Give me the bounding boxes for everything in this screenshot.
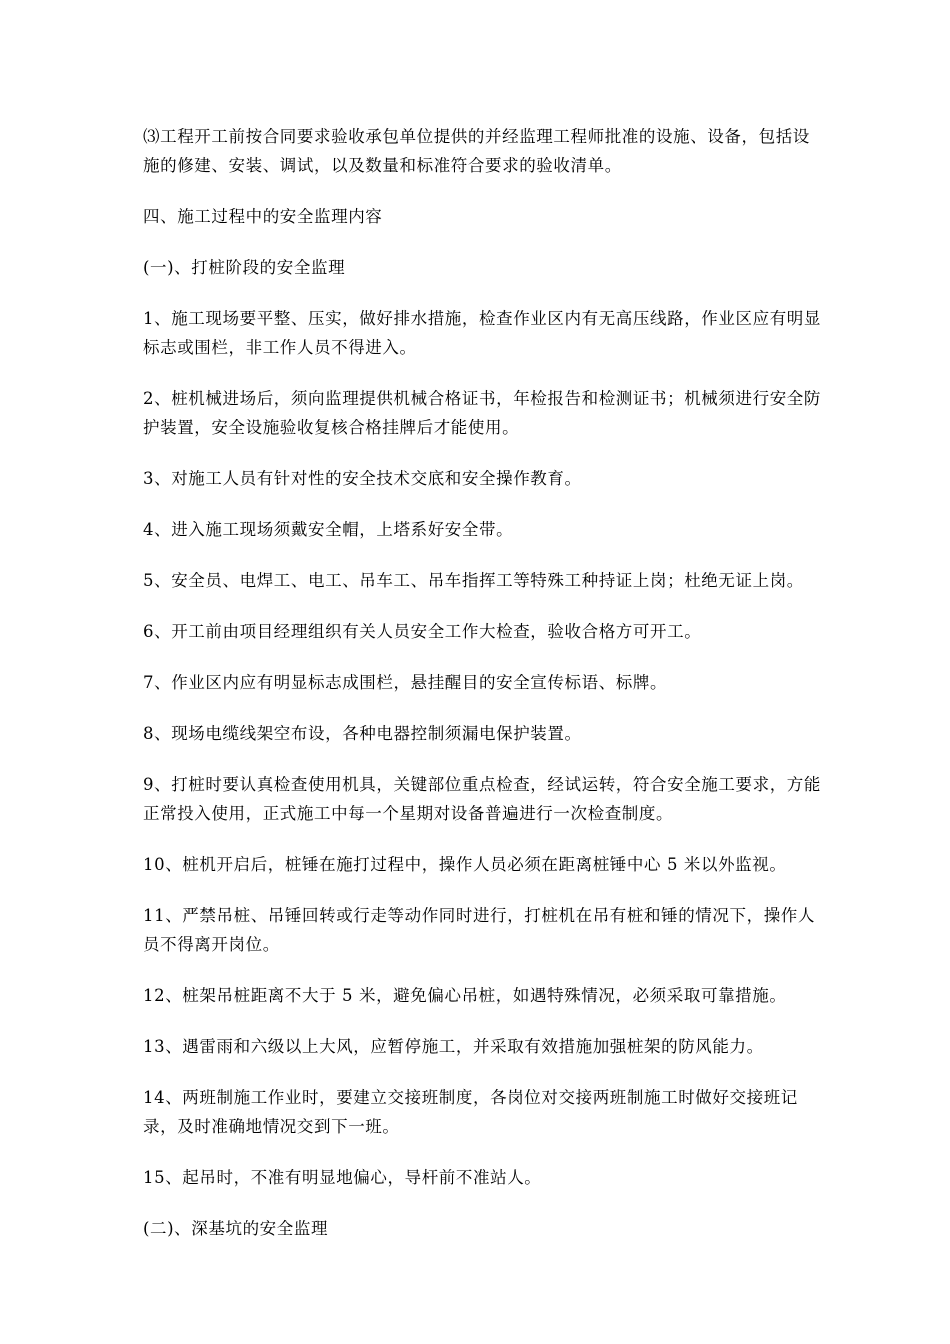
list-item-9: 9、打桩时要认真检查使用机具，关键部位重点检查，经试运转，符合安全施工要求，方能正常投入使用，正式施工中每一个星期对设备普遍进行一次检查制度。: [143, 775, 821, 823]
list-item-7: 7、作业区内应有明显标志成围栏，悬挂醒目的安全宣传标语、标牌。: [143, 673, 668, 692]
list-item-6: 6、开工前由项目经理组织有关人员安全工作大检查，验收合格方可开工。: [143, 622, 702, 641]
section-heading-4: 四、施工过程中的安全监理内容: [143, 207, 383, 226]
list-item-2: 2、桩机械进场后，须向监理提供机械合格证书，年检报告和检测证书；机械须进行安全防护装置，安全设施验收复核合格挂牌后才能使用。: [143, 389, 821, 437]
list-item-15: 15、起吊时，不准有明显地偏心，导杆前不准站人。: [143, 1168, 542, 1187]
document-page: [143, 122, 823, 1265]
paragraph-acceptance-list: ⑶工程开工前按合同要求验收承包单位提供的并经监理工程师批准的设施、设备，包括设施的修建、安装、调试，以及数量和标准符合要求的验收清单。: [143, 127, 810, 175]
list-item-14: 14、两班制施工作业时，要建立交接班制度，各岗位对交接两班制施工时做好交接班记录，及时准确地情况交到下一班。: [143, 1088, 798, 1136]
list-item-13: 13、遇雷雨和六级以上大风，应暂停施工，并采取有效措施加强桩架的防风能力。: [143, 1037, 764, 1056]
subsection-heading-1: (一)、打桩阶段的安全监理: [143, 258, 346, 277]
list-item-3: 3、对施工人员有针对性的安全技术交底和安全操作教育。: [143, 469, 582, 488]
list-item-12: 12、桩架吊桩距离不大于 5 米，避免偏心吊桩，如遇特殊情况，必须采取可靠措施。: [143, 986, 787, 1005]
list-item-1: 1、施工现场要平整、压实，做好排水措施，检查作业区内有无高压线路，作业区应有明显标志或围栏，非工作人员不得进入。: [143, 309, 821, 357]
list-item-10: 10、桩机开启后，桩锤在施打过程中，操作人员必须在距离桩锤中心 5 米以外监视。: [143, 855, 787, 874]
list-item-8: 8、现场电缆线架空布设，各种电器控制须漏电保护装置。: [143, 724, 582, 743]
subsection-heading-2: (二)、深基坑的安全监理: [143, 1219, 329, 1238]
list-item-4: 4、进入施工现场须戴安全帽，上塔系好安全带。: [143, 520, 514, 539]
list-item-11: 11、严禁吊桩、吊锤回转或行走等动作同时进行，打桩机在吊有桩和锤的情况下，操作人员不得离开岗位。: [143, 906, 815, 954]
list-item-5: 5、安全员、电焊工、电工、吊车工、吊车指挥工等特殊工种持证上岗；杜绝无证上岗。: [143, 571, 804, 590]
